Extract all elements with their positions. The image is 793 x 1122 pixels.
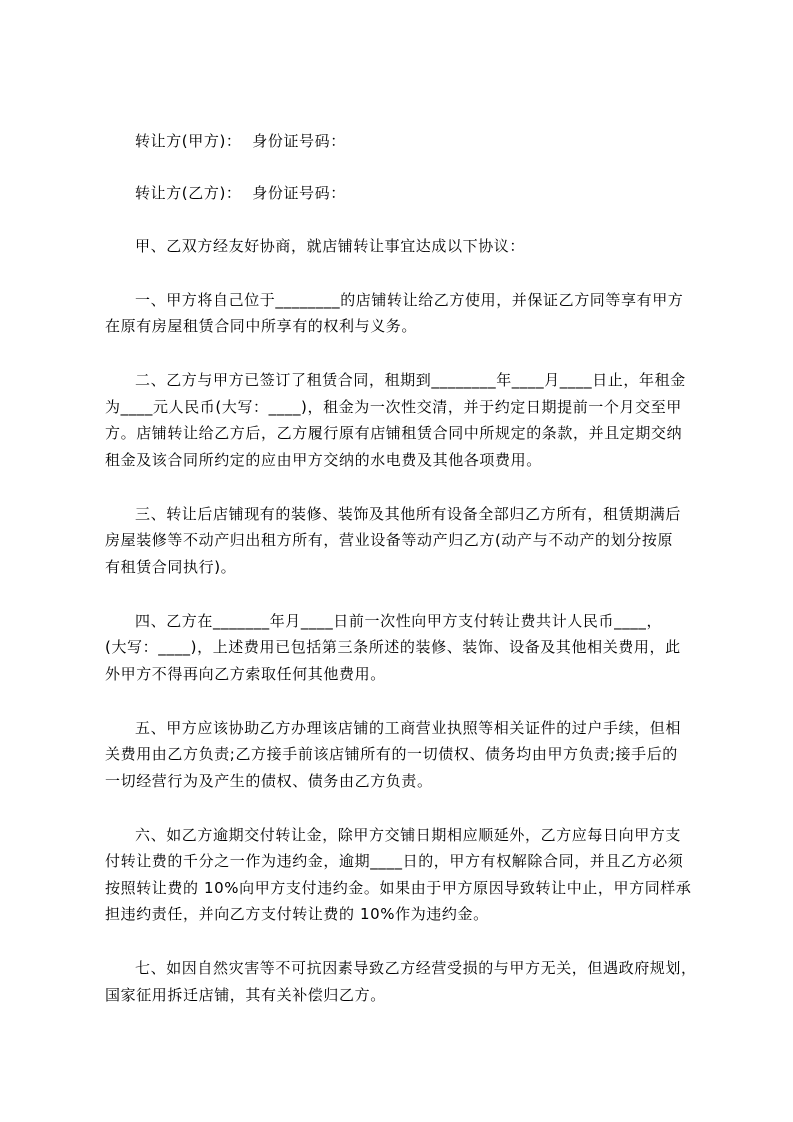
clause-7-line-1: 七、如因自然灾害等不可抗因素导致乙方经营受损的与甲方无关，但遇政府规划， bbox=[135, 959, 697, 977]
clause-5-line-3: 一切经营行为及产生的债权、债务由乙方负责。 bbox=[105, 772, 433, 790]
clause-5-line-2: 关费用由乙方负责;乙方接手前该店铺所有的一切债权、债务均由甲方负责;接手后的 bbox=[105, 745, 678, 763]
clause-4-line-3: 外甲方不得再向乙方索取任何其他费用。 bbox=[105, 665, 386, 683]
clause-7-line-2: 国家征用拆迁店铺，其有关补偿归乙方。 bbox=[105, 986, 386, 1004]
clause-3-line-1: 三、转让后店铺现有的装修、装饰及其他所有设备全部归乙方所有，租赁期满后 bbox=[135, 505, 682, 523]
clause-1-line-1: 一、甲方将自己位于________的店铺转让给乙方使用，并保证乙方同等享有甲方 bbox=[135, 291, 684, 309]
clause-6-line-4: 担违约责任，并向乙方支付转让费的 10%作为违约金。 bbox=[105, 905, 489, 923]
clause-4-line-1: 四、乙方在_______年月____日前一次性向甲方支付转让费共计人民币____， bbox=[135, 612, 663, 630]
clause-6-line-2: 付转让费的千分之一作为违约金，逾期____日的，甲方有权解除合同，并且乙方必须 bbox=[105, 852, 684, 870]
clause-5-line-1: 五、甲方应该协助乙方办理该店铺的工商营业执照等相关证件的过户手续，但相 bbox=[135, 719, 682, 737]
clause-6-line-1: 六、如乙方逾期交付转让金，除甲方交铺日期相应顺延外，乙方应每日向甲方支 bbox=[135, 826, 682, 844]
party-a-line: 转让方(甲方)： 身份证号码： bbox=[135, 132, 346, 150]
clause-2-line-4: 租金及该合同所约定的应由甲方交纳的水电费及其他各项费用。 bbox=[105, 451, 542, 469]
clause-2-line-1: 二、乙方与甲方已签订了租赁合同，租期到________年____月____日止，年租金 bbox=[135, 371, 686, 389]
clause-3-line-3: 有租赁合同执行)。 bbox=[105, 558, 237, 576]
intro-line: 甲、乙双方经友好协商，就店铺转让事宜达成以下协议： bbox=[135, 237, 526, 255]
clause-2-line-3: 方。店铺转让给乙方后，乙方履行原有店铺租赁合同中所规定的条款，并且定期交纳 bbox=[105, 424, 683, 442]
clause-3-line-2: 房屋装修等不动产归出租方所有，营业设备等动产归乙方(动产与不动产的划分按原 bbox=[105, 531, 674, 549]
clause-4-line-2: (大写：____)，上述费用已包括第三条所述的装修、装饰、设备及其他相关费用，此 bbox=[105, 638, 681, 656]
clause-2-line-2: 为____元人民币(大写：____)，租金为一次性交清，并于约定日期提前一个月交至甲 bbox=[105, 398, 682, 416]
clause-6-line-3: 按照转让费的 10%向甲方支付违约金。如果由于甲方原因导致转让中止，甲方同样承 bbox=[105, 879, 692, 897]
party-b-line: 转让方(乙方)： 身份证号码： bbox=[135, 184, 346, 202]
clause-1-line-2: 在原有房屋租赁合同中所享有的权利与义务。 bbox=[105, 317, 418, 335]
